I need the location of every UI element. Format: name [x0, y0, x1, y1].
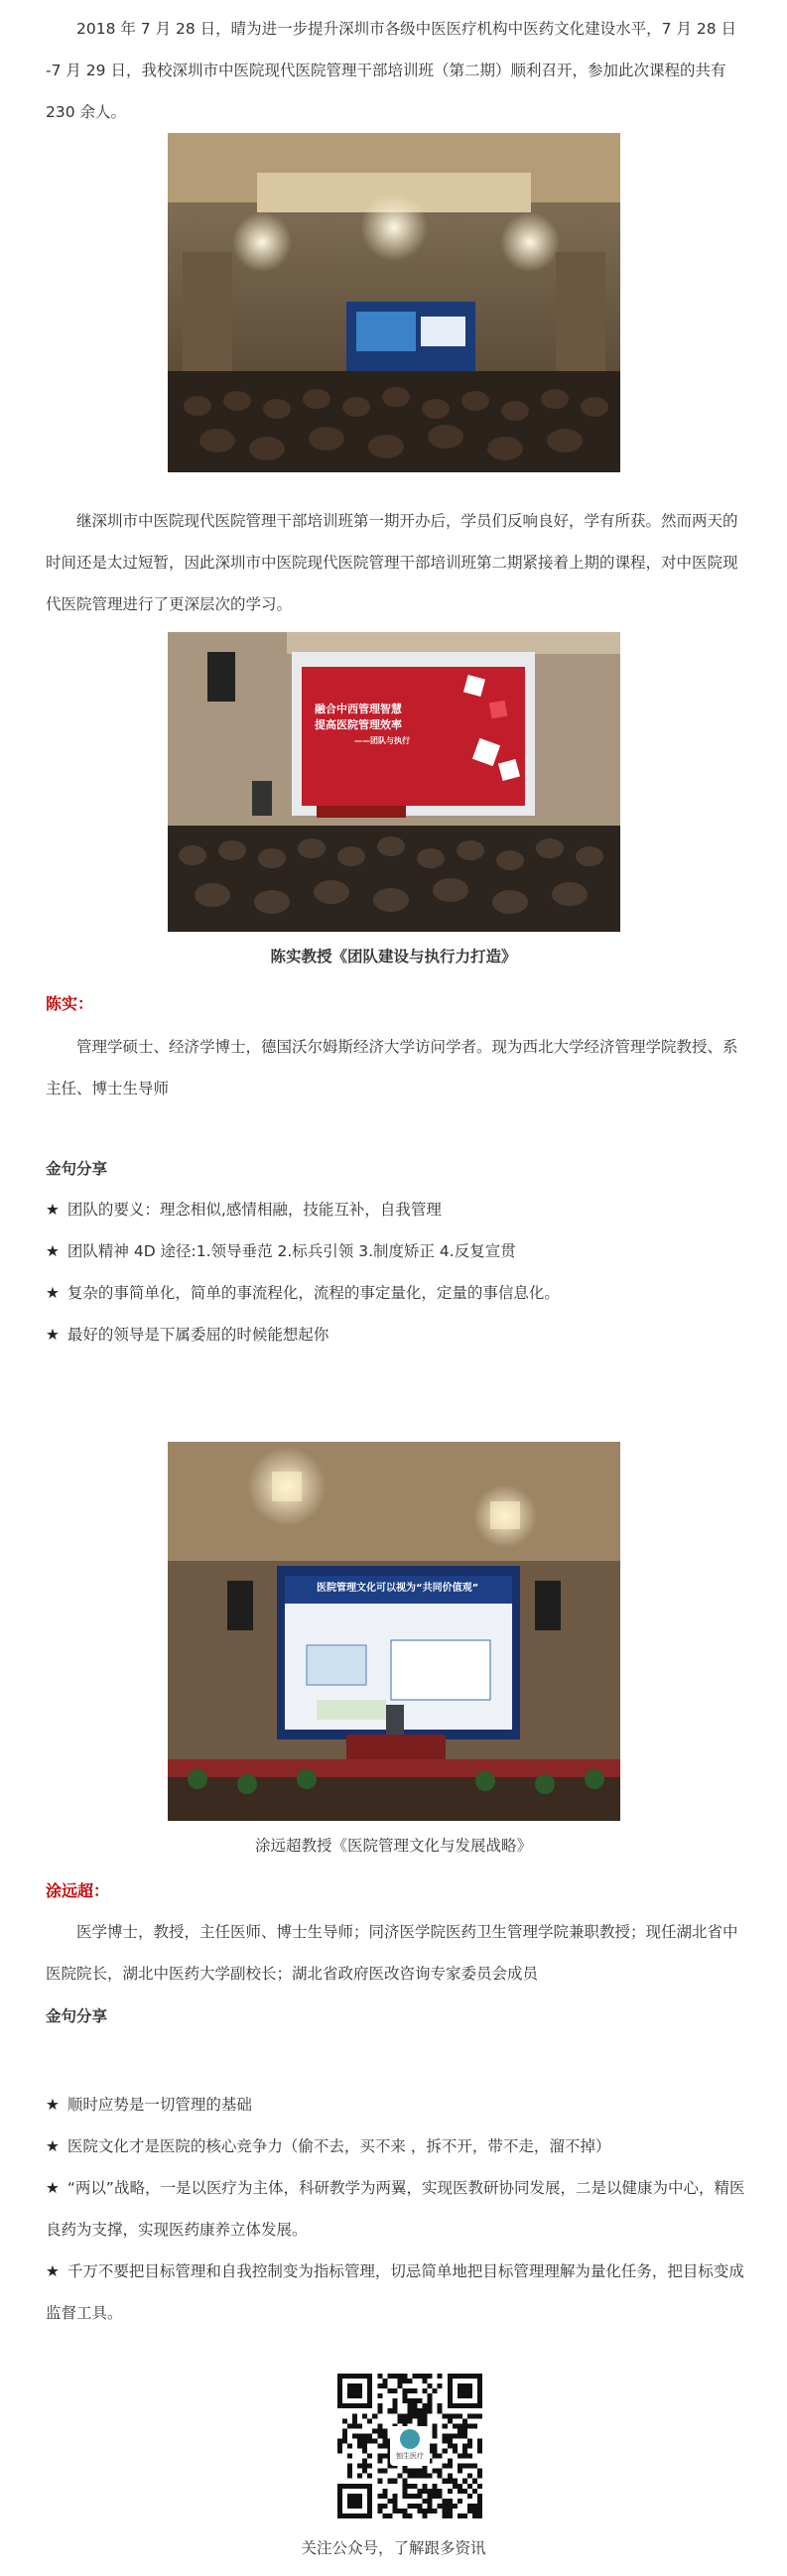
qr-logo: 刨生医疗 — [390, 2426, 430, 2466]
lecture-photo-hospital-culture — [168, 1442, 620, 1821]
star-icon: ★ — [46, 1242, 60, 1260]
star-icon: ★ — [46, 2096, 60, 2114]
star-icon: ★ — [46, 1326, 60, 1344]
logo-icon — [400, 2429, 420, 2449]
quote-item: ★ 团队精神 4D 途径:1.领导垂范 2.标兵引领 3.制度矫正 4.反复宣贯 — [46, 1242, 516, 1260]
star-icon: ★ — [46, 1201, 60, 1219]
quote-item: ★ “两以”战略，一是以医疗为主体，科研教学为两翼，实现医教研协同发展，二是以健康为中心，精医良药为支撑，实现医药康养立体发展。 — [46, 2179, 745, 2239]
slide-title-text: 医院管理文化可以视为“共同价值观” — [317, 1583, 479, 1594]
quotes-heading-1: 金句分享 — [46, 1160, 108, 1178]
second-paragraph: 继深圳市中医院现代医院管理干部培训班第一期开办后，学员们反响良好，学有所获。然而两天的时间还是太过短暂，因此深圳市中医院现代医院管理干部培训班第二期紧接着上期的课程，对中医院现代医院管理进行了更深层次的学习。 — [46, 512, 738, 613]
quote-item: ★ 顺时应势是一切管理的基础 — [46, 2096, 252, 2114]
speaker-name-tu-yuanchao: 涂远超： — [46, 1881, 110, 1900]
star-icon: ★ — [46, 2137, 60, 2155]
bio-tu-yuanchao: 医学博士，教授，主任医师、博士生导师；同济医学院医药卫生管理学院兼职教授；现任湖北省中医院院长，湖北中医药大学副校长；湖北省政府医改咨询专家委员会成员 — [46, 1923, 738, 1983]
quote-item: ★ 医院文化才是医院的核心竞争力（偷不去，买不来 ，拆不开，带不走，溜不掉） — [46, 2137, 611, 2155]
quote-item: ★ 最好的领导是下属委屈的时候能想起你 — [46, 1326, 329, 1344]
star-icon: ★ — [46, 2179, 60, 2197]
caption-chen-shi: 陈实教授《团队建设与执行力打造》 — [270, 948, 517, 966]
star-icon: ★ — [46, 1284, 60, 1302]
slide-title-text: 融合中西管理智慧 提高医院管理效率 ——团队与执行 — [315, 703, 410, 745]
follow-caption: 关注公众号，了解跟多资讯 — [301, 2539, 486, 2557]
caption-tu-yuanchao: 涂远超教授《医院管理文化与发展战略》 — [254, 1837, 532, 1855]
lecture-photo-team-building — [168, 632, 620, 932]
quote-item: ★ 复杂的事简单化，简单的事流程化，流程的事定量化，定量的事信息化。 — [46, 1284, 560, 1302]
bio-chen-shi: 管理学硕士、经济学博士，德国沃尔姆斯经济大学访问学者。现为西北大学经济管理学院教授、系主任、博士生导师 — [46, 1038, 738, 1097]
intro-paragraph: 2018 年 7 月 28 日，晴为进一步提升深圳市各级中医医疗机构中医药文化建设水平，7 月 28 日 -7 月 29 日，我校深圳市中医院现代医院管理干部培训班（第二期）顺利召开，参加此次课程的共有 230 余人。 — [46, 20, 737, 121]
star-icon: ★ — [46, 2262, 60, 2280]
quote-item: ★ 千万不要把目标管理和自我控制变为指标管理，切忌简单地把目标管理理解为量化任务，把目标变成监督工具。 — [46, 2262, 744, 2322]
speaker-name-chen-shi: 陈实： — [46, 994, 94, 1013]
qr-code-image[interactable] — [337, 2374, 482, 2518]
conference-hall-photo-1 — [168, 133, 620, 472]
quote-item: ★ 团队的要义：理念相似,感情相融，技能互补，自我管理 — [46, 1201, 442, 1219]
quotes-heading-2: 金句分享 — [46, 2007, 108, 2025]
